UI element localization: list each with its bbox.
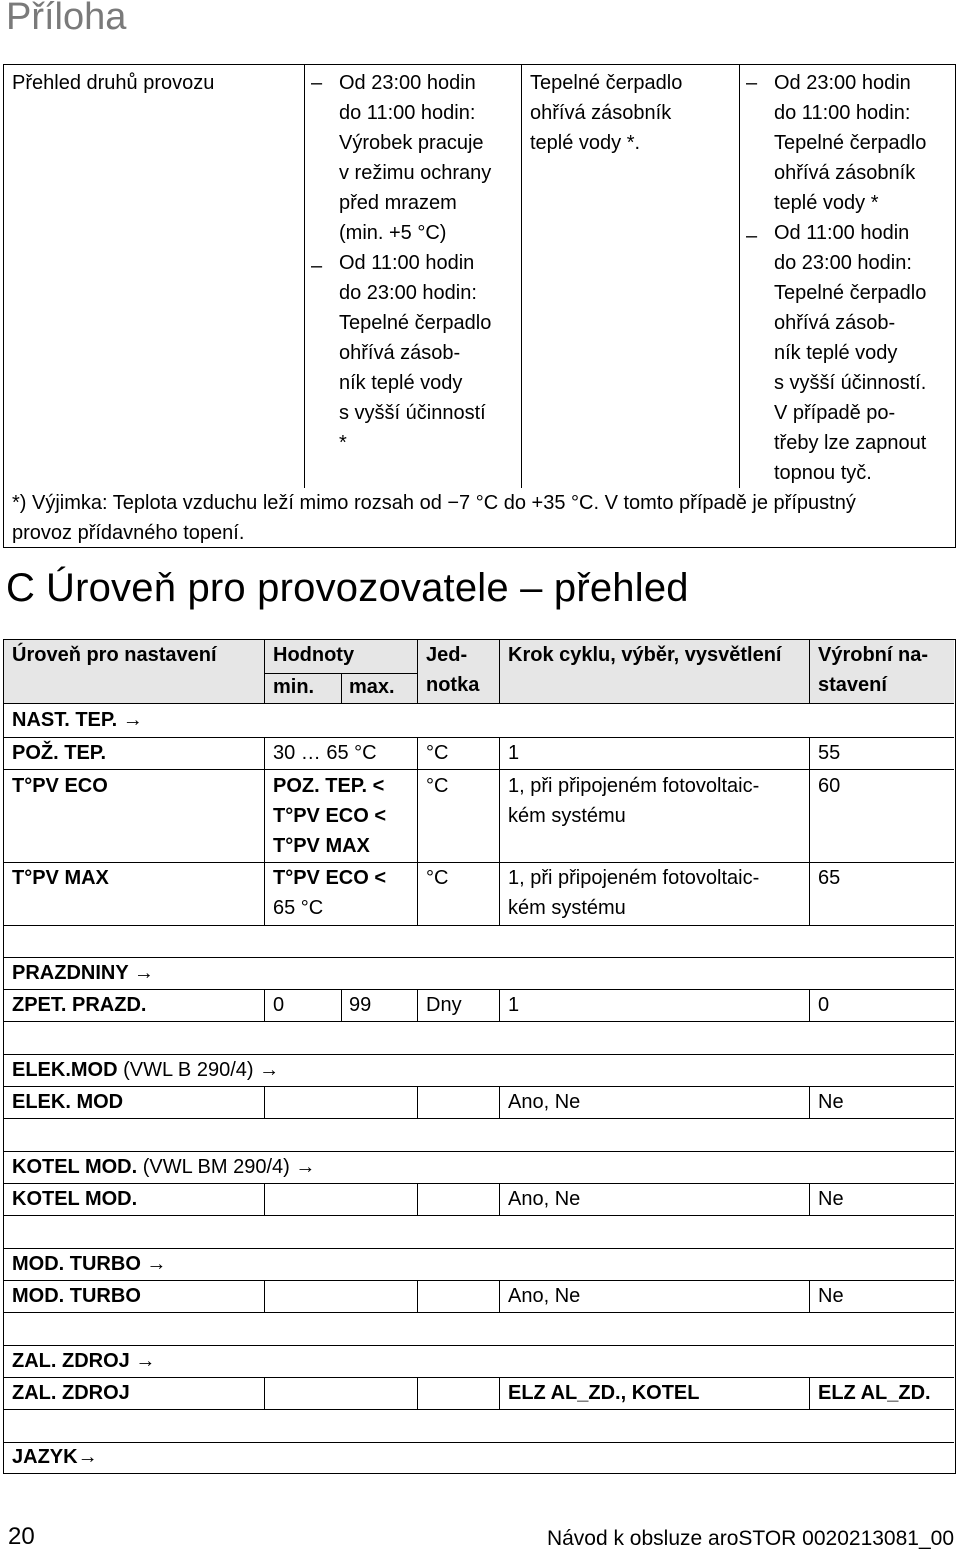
modes-cell-2 [305, 65, 522, 488]
section-title-text: Úroveň pro provozovatele – přehled [46, 566, 689, 610]
divider [4, 1086, 954, 1087]
section-heading [6, 566, 689, 611]
header-min: min. [273, 676, 315, 698]
text-line: Tepelné čerpadlo [774, 282, 927, 304]
footnote-line: *) Výjimka: Teplota vzduchu leží mimo rozsah od −7 °C do +35 °C. V tomto případě je přípustný [12, 492, 856, 514]
header-unit: Jed- [426, 644, 468, 666]
divider [264, 1377, 265, 1409]
setting-name: POŽ. TEP. [12, 742, 107, 764]
divider [417, 640, 418, 704]
divider [341, 673, 342, 704]
divider [809, 737, 810, 925]
divider [4, 1409, 954, 1410]
setting-range: 65 °C [273, 897, 324, 919]
text-line: ohřívá zásob- [339, 342, 461, 364]
divider [264, 989, 265, 1021]
setting-options: Ano, Ne [508, 1188, 581, 1210]
group-heading: ZAL. ZDROJ → [12, 1350, 156, 1372]
header-factory: Výrobní na- [818, 644, 929, 666]
document-footer: Návod k obsluze aroSTOR 0020213081_00 [546, 1527, 954, 1550]
divider [499, 989, 500, 1021]
text-line: – Od 11:00 hodin [774, 222, 910, 244]
setting-default: Ne [818, 1091, 844, 1113]
dash-list-item [740, 65, 955, 218]
setting-unit: °C [426, 867, 449, 889]
divider [417, 1280, 418, 1312]
divider [264, 737, 265, 925]
divider [341, 989, 342, 1021]
setting-unit: °C [426, 775, 449, 797]
setting-default: 0 [818, 994, 830, 1016]
text-line: Výrobek pracuje [339, 132, 484, 154]
divider [809, 989, 810, 1021]
settings-table [3, 639, 956, 1474]
text-line: V případě po- [774, 402, 896, 424]
setting-range: T°PV ECO < [273, 867, 387, 889]
text-line: do 11:00 hodin: [774, 102, 911, 124]
dash-list-item [305, 248, 521, 458]
divider [499, 1086, 500, 1118]
text-line: před mrazem [339, 192, 457, 214]
setting-unit: °C [426, 742, 449, 764]
setting-name: ELEK. MOD [12, 1091, 124, 1113]
text-line: – Od 11:00 hodin [339, 252, 475, 274]
divider [264, 1280, 265, 1312]
dash-list-item [305, 65, 521, 248]
setting-step: 1, při připojeném fotovoltaic- [508, 867, 760, 889]
text-line: do 23:00 hodin: [339, 282, 477, 304]
divider [4, 1442, 954, 1443]
setting-min: 0 [273, 994, 285, 1016]
text-line: ohřívá zásob- [774, 312, 896, 334]
text-line: v režimu ochrany [339, 162, 492, 184]
setting-name: T°PV MAX [12, 867, 109, 889]
text-line: Tepelné čerpadlo [774, 132, 927, 154]
divider [4, 1377, 954, 1378]
modes-cell-3 [522, 65, 740, 488]
header-unit: notka [426, 674, 480, 696]
table-header [4, 640, 954, 704]
setting-step: kém systému [508, 805, 626, 827]
text-line: ohřívá zásobník [774, 162, 916, 184]
text-line: – Od 23:00 hodin [339, 72, 476, 94]
text-line: s vyšší účinností. [774, 372, 927, 394]
text-line: Tepelné čerpadlo [530, 72, 683, 94]
setting-options [508, 1378, 699, 1408]
setting-range: POZ. TEP. < [273, 775, 385, 797]
group-heading: PRAZDNINY → [12, 962, 154, 984]
setting-default: 55 [818, 742, 841, 764]
group-heading: NAST. TEP. → [12, 709, 143, 731]
divider [809, 1183, 810, 1215]
footnote [4, 488, 954, 548]
divider [499, 1183, 500, 1215]
divider [4, 737, 954, 738]
setting-range: 30 … 65 °C [273, 742, 377, 764]
header-level: Úroveň pro nastavení [12, 644, 217, 666]
setting-name: ZAL. ZDROJ [12, 1382, 130, 1404]
divider [809, 640, 810, 704]
text-line: topnou tyč. [774, 462, 872, 484]
divider [4, 1215, 954, 1216]
divider [4, 1280, 954, 1281]
text-line: – Od 23:00 hodin [774, 72, 911, 94]
dash-list-item [740, 218, 955, 488]
setting-unit: Dny [426, 994, 462, 1016]
section-letter: C [6, 566, 36, 610]
divider [4, 925, 954, 926]
modes-label-cell [4, 65, 305, 488]
divider [4, 862, 954, 863]
group-heading: JAZYK→ [12, 1446, 98, 1468]
divider [809, 1280, 810, 1312]
setting-options: Ano, Ne [508, 1285, 581, 1307]
divider [809, 1086, 810, 1118]
divider [4, 1118, 954, 1119]
text-line: ohřívá zásobník [530, 102, 672, 124]
page-title: Příloha [6, 0, 127, 38]
text-line: ník teplé vody [774, 342, 898, 364]
setting-name: KOTEL MOD. [12, 1188, 138, 1210]
group-heading [12, 1152, 315, 1182]
divider [499, 1280, 500, 1312]
setting-name: T°PV ECO [12, 775, 108, 797]
operating-modes-table [3, 64, 956, 548]
text-line: do 11:00 hodin: [339, 102, 476, 124]
option-rest: , KOTEL [620, 1382, 700, 1404]
text-line: s vyšší účinností [339, 402, 486, 424]
divider [499, 1377, 500, 1409]
footnote-line: provoz přídavného topení. [12, 522, 245, 544]
group-heading-bold: ELEK.MOD [12, 1059, 118, 1081]
setting-default: ELZ AL_ZD. [818, 1382, 931, 1404]
text-line: do 23:00 hodin: [774, 252, 912, 274]
header-description: Krok cyklu, výběr, vysvětlení [508, 644, 782, 666]
setting-default: 65 [818, 867, 841, 889]
option-bold: ELZ AL_ZD. [508, 1382, 621, 1404]
divider [264, 1086, 265, 1118]
divider [264, 1183, 265, 1215]
group-heading [12, 1055, 279, 1085]
header-max: max. [349, 676, 395, 698]
group-heading-bold: KOTEL MOD. [12, 1156, 138, 1178]
setting-step: 1 [508, 994, 520, 1016]
setting-default: Ne [818, 1188, 844, 1210]
text-line: teplé vody * [774, 192, 879, 214]
setting-range: T°PV MAX [273, 835, 370, 857]
divider [264, 640, 265, 704]
setting-max: 99 [349, 994, 372, 1016]
group-heading: MOD. TURBO → [12, 1253, 167, 1275]
text-line: (min. +5 °C) [339, 222, 447, 244]
page-number: 20 [8, 1523, 35, 1550]
divider [4, 1021, 954, 1022]
setting-default: 60 [818, 775, 841, 797]
setting-step: 1 [508, 742, 520, 764]
divider [499, 640, 500, 704]
setting-name: ZPET. PRAZD. [12, 994, 147, 1016]
divider [417, 989, 418, 1021]
divider [417, 737, 418, 925]
modes-cell-4 [740, 65, 955, 488]
setting-name: MOD. TURBO [12, 1285, 141, 1307]
setting-range: T°PV ECO < [273, 805, 387, 827]
header-values: Hodnoty [273, 644, 355, 666]
divider [4, 1183, 954, 1184]
divider [417, 1086, 418, 1118]
group-heading-rest: (VWL BM 290/4) → [137, 1156, 316, 1178]
text-line: teplé vody *. [530, 132, 641, 154]
modes-label: Přehled druhů provozu [12, 72, 215, 94]
header-factory: stavení [818, 674, 887, 696]
divider [809, 1377, 810, 1409]
text-line: ník teplé vody [339, 372, 463, 394]
text-line: třeby lze zapnout [774, 432, 927, 454]
group-heading-rest: (VWL B 290/4) → [117, 1059, 280, 1081]
setting-step: kém systému [508, 897, 626, 919]
setting-default: Ne [818, 1285, 844, 1307]
text-line: Tepelné čerpadlo [339, 312, 492, 334]
divider [499, 737, 500, 925]
divider [4, 989, 954, 990]
divider [417, 1183, 418, 1215]
setting-step: 1, při připojeném fotovoltaic- [508, 775, 760, 797]
text-line: * [339, 432, 347, 454]
divider [417, 1377, 418, 1409]
setting-options: Ano, Ne [508, 1091, 581, 1113]
divider [4, 1312, 954, 1313]
divider [4, 769, 954, 770]
